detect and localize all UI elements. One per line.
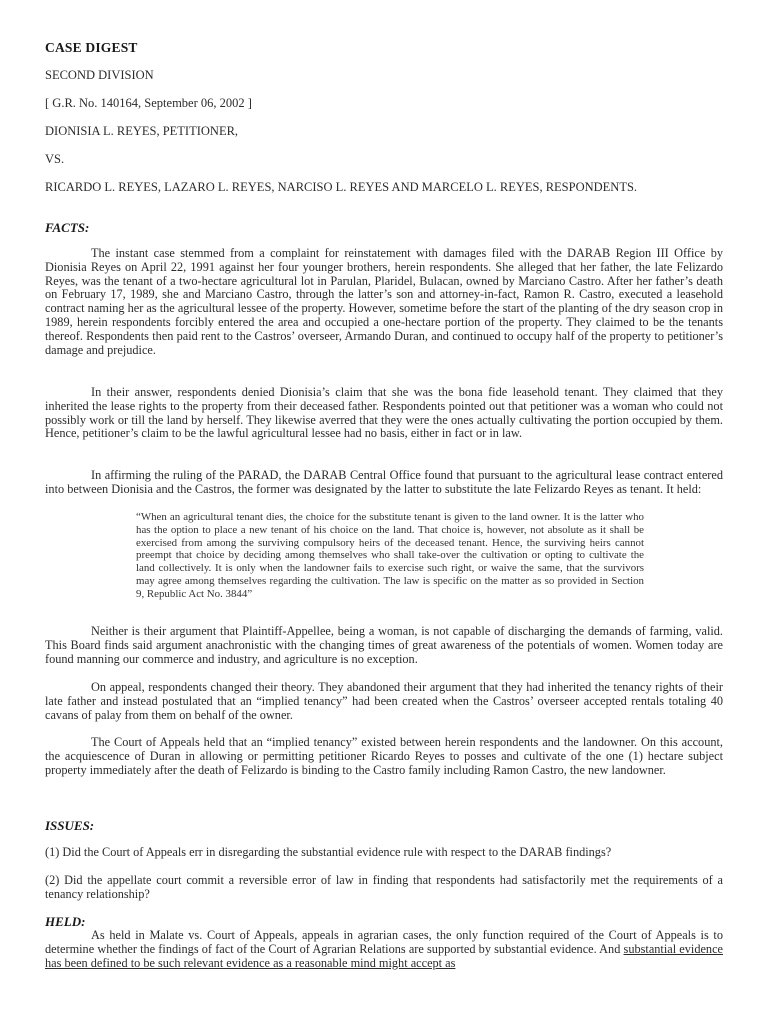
held-underlined-text: substantial evidence has been defined to be such relevant evidence as a reasonable mind might accept as xyxy=(45,941,723,970)
held-text: As held in Malate vs. Court of Appeals, appeals in agrarian cases, the only function required of the Court of Appeals is to determine whether the findings of fact of the Court of Agrarian Relations are supported by substantial evidence. And xyxy=(45,928,723,956)
facts-paragraph-6: The Court of Appeals held that an “implied tenancy” existed between herein respondents and the landowner. On this account, the acquiescence of Duran in allowing or permitting petitioner Ricardo Reyes to posses and cultivate of the one (1) hectare subject property immediately after the death of Felizardo is binding to the Castro family including Ramon Castro, the new landowner. xyxy=(45,735,723,777)
held-heading: HELD: xyxy=(45,914,86,929)
facts-paragraph-2: In their answer, respondents denied Dionisia’s claim that she was the bona fide leasehold tenant. They claimed that they inherited the lease rights to the property from their deceased father. Respondents pointed out that petitioner was a woman who could not possibly work or till the land by herself. They likewise averred that they were the ones actually cultivating the portion occupied by them. Hence, petitioner’s claim to be the lawful agricultural lessee had no basis, either in fact or in law. xyxy=(45,385,723,441)
facts-paragraph-1: The instant case stemmed from a complaint for reinstatement with damages filed with the DARAB Region III Office by Dionisia Reyes on April 22, 1991 against her four younger brothers, herein respondents. She alleged that her father, the late Felizardo Reyes, was the tenant of a two-hectare agricultural lot in Parulan, Plaridel, Bulacan, owned by Marciano Castro. After her father’s death on February 17, 1989, she and Marciano Castro, through the latter’s son and attorney-in-fact, Ramon R. Castro, executed a leasehold contract naming her as the agricultural lessee of the property. However, sometime before the start of the planting of the dry season crop in 1989, herein respondents forcibly entered the area and occupied a one-hectare portion of the property. They claimed to be the tenants thereof. Respondents then paid rent to the Castros’ overseer, Armando Duran, and continued to occupy half of the property to petitioner’s damage and prejudice. xyxy=(45,246,723,357)
doc-title: CASE DIGEST xyxy=(45,40,138,55)
respondents-line: RICARDO L. REYES, LAZARO L. REYES, NARCISO L. REYES AND MARCELO L. REYES, RESPONDENTS. xyxy=(45,180,638,194)
held-paragraph-1 xyxy=(45,929,723,970)
issues-heading: ISSUES: xyxy=(45,818,95,833)
block-quote: “When an agricultural tenant dies, the choice for the substitute tenant is given to the land owner. It is the latter who has the option to place a new tenant of his choice on the land. That choice is, however, not absolute as it shall be exercised from among the surviving compulsory heirs of the deceased tenant. Hence, the surviving heirs cannot preempt that choice by deciding among themselves who shall take-over the cultivation or opting to cultivate the land collectively. It is only when the landowner fails to exercise such right, or waive the same, that the survivors may agree among themselves regarding the cultivation. The law is specific on the matter as so provided in Section 9, Republic Act No. 3844” xyxy=(136,511,644,600)
division-line: SECOND DIVISION xyxy=(45,68,154,82)
issue-2: (2) Did the appellate court commit a reversible error of law in finding that respondents had satisfactorily met the requirements of a tenancy relationship? xyxy=(45,873,723,901)
petitioner-line: DIONISIA L. REYES, PETITIONER, xyxy=(45,124,239,138)
facts-heading: FACTS: xyxy=(45,220,90,235)
versus-line: VS. xyxy=(45,152,65,166)
facts-paragraph-5: On appeal, respondents changed their theory. They abandoned their argument that they had inherited the tenancy rights of their late father and instead postulated that an “implied tenancy” had been created when the Castros’ overseer accepted rentals totaling 40 cavans of palay from them on behalf of the owner. xyxy=(45,680,723,722)
issue-1: (1) Did the Court of Appeals err in disregarding the substantial evidence rule with respect to the DARAB findings? xyxy=(45,845,612,859)
gr-number-line: [ G.R. No. 140164, September 06, 2002 ] xyxy=(45,96,252,110)
facts-paragraph-4: Neither is their argument that Plaintiff-Appellee, being a woman, is not capable of discharging the demands of farming, valid. This Board finds said argument anachronistic with the changing times of great awareness of the potentials of women. Women today are found manning our commerce and industry, and agriculture is no exception. xyxy=(45,624,723,666)
facts-paragraph-3: In affirming the ruling of the PARAD, the DARAB Central Office found that pursuant to the agricultural lease contract entered into between Dionisia and the Castros, the former was designated by the latter to substitute the late Felizardo Reyes as tenant. It held: xyxy=(45,468,723,496)
